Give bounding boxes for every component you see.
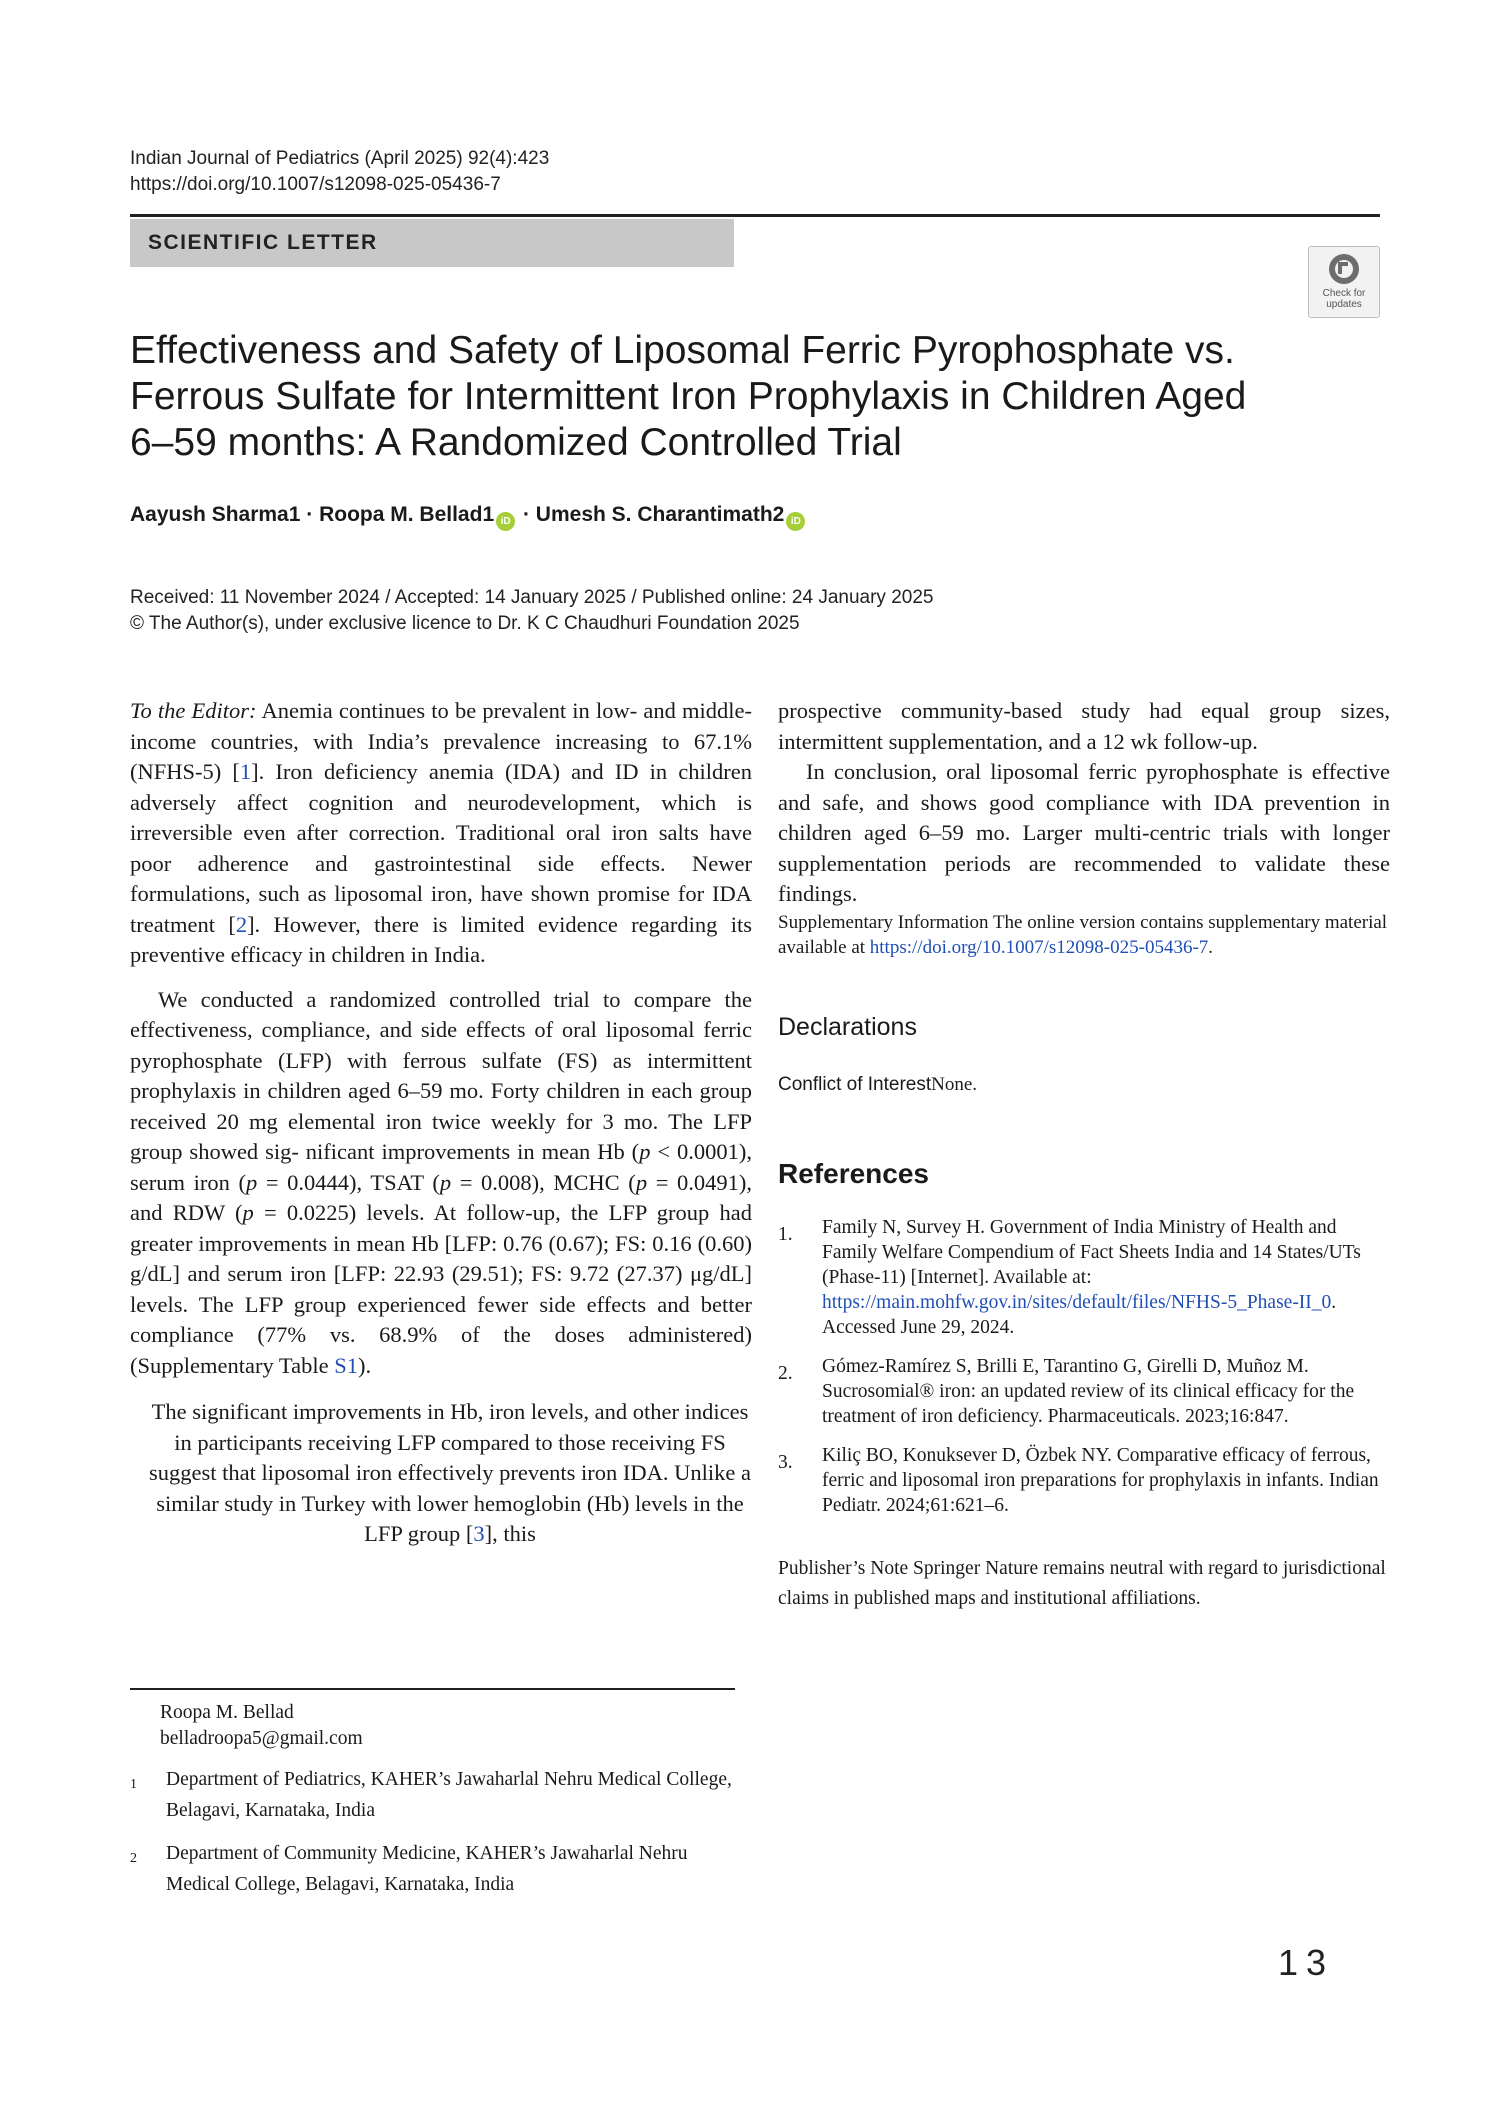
journal-header bbox=[130, 146, 549, 198]
declarations-heading: Declarations bbox=[778, 1012, 917, 1041]
check-for-updates-badge[interactable] bbox=[1308, 246, 1380, 318]
article-type-bar bbox=[130, 219, 734, 267]
check-updates-icon bbox=[1327, 252, 1361, 286]
body-paragraph: The significant improvements in Hb, iron levels, and other indices in participants receiving LFP compared to those receiving FS suggest that liposomal iron effectively prevents iron IDA. Unlike a similar study in Turkey with lower hemoglobin (Hb) levels in the LFP group [3], this bbox=[149, 1399, 751, 1546]
reference-item: 1. Family N, Survey H. Government of India Ministry of Health and Family Welfare Compendium of Fact Sheets India and 14 States/UTs (Phase-11) [Internet]. Available at: https://main.mohfw.gov.in/sites/default/files/NFHS-5_Phase-II_0. Accessed June 29, 2024. bbox=[778, 1217, 1361, 1338]
author-list bbox=[130, 503, 807, 531]
affiliation-number: 1 bbox=[130, 1777, 137, 1792]
doi-line[interactable]: https://doi.org/10.1007/s12098-025-05436-7 bbox=[130, 174, 501, 195]
author-name[interactable]: Umesh S. Charantimath2 bbox=[535, 503, 785, 526]
affiliation-text: Department of Pediatrics, KAHER’s Jawaharlal Nehru Medical College, Belagavi, Karnataka, India bbox=[166, 1769, 732, 1821]
badge-line-2: updates bbox=[1326, 299, 1362, 310]
reference-list bbox=[778, 1215, 1390, 1518]
affiliation-text: Department of Community Medicine, KAHER’s Jawaharlal Nehru Medical College, Belagavi, Karnataka, India bbox=[166, 1843, 688, 1895]
publisher-note: Publisher’s Note Springer Nature remains neutral with regard to jurisdictional claims in published maps and institutional affiliations. bbox=[778, 1558, 1386, 1609]
page-number: 13 bbox=[1278, 1942, 1335, 1983]
reference-item: 3. Kiliç BO, Konuksever D, Özbek NY. Comparative efficacy of ferrous, ferric and liposomal iron preparations for prophylaxis in infants. Indian Pediatr. 2024;61:621–6. bbox=[778, 1445, 1379, 1516]
body-paragraph: prospective community-based study had equal group sizes, intermittent supplementation, and a 12 wk follow-up. bbox=[778, 698, 1390, 754]
citation-link[interactable]: 1 bbox=[239, 759, 252, 784]
paragraph-lead: To the Editor: bbox=[130, 698, 257, 723]
journal-citation: Indian Journal of Pediatrics (April 2025) 92(4):423 bbox=[130, 148, 550, 169]
article-title: Effectiveness and Safety of Liposomal Ferric Pyrophosphate vs. Ferrous Sulfate for Intermittent Iron Prophylaxis in Children Aged 6–59 months: A Randomized Controlled Trial bbox=[130, 329, 1247, 464]
conflict-of-interest bbox=[778, 1070, 1390, 1101]
reference-number: 1. bbox=[778, 1224, 793, 1245]
corresponding-author bbox=[130, 1700, 750, 1752]
copyright-line: © The Author(s), under exclusive licence to Dr. K C Chaudhuri Foundation 2025 bbox=[130, 613, 800, 634]
orcid-icon[interactable]: iD bbox=[786, 512, 805, 531]
footnotes bbox=[130, 1700, 750, 1900]
affiliation bbox=[130, 1764, 750, 1826]
body-right-column bbox=[778, 696, 1390, 1614]
author-name[interactable]: Aayush Sharma1 bbox=[130, 503, 301, 526]
orcid-icon[interactable]: iD bbox=[496, 512, 515, 531]
author-name[interactable]: Roopa M. Bellad1 bbox=[319, 503, 495, 526]
reference-number: 2. bbox=[778, 1363, 793, 1384]
reference-item: 2. Gómez-Ramírez S, Brilli E, Tarantino G, Girelli D, Muñoz M. Sucrosomial® iron: an updated review of its clinical efficacy for the treatment of iron deficiency. Pharmaceuticals. 2023;16:847. bbox=[778, 1356, 1355, 1427]
conflict-label: Conflict of Interest bbox=[778, 1074, 932, 1095]
body-paragraph: In conclusion, oral liposomal ferric pyrophosphate is effective and safe, and shows good compliance with IDA prevention in children aged 6–59 mo. Larger multi-centric trials with longer supplementation periods are recommended to validate these findings. bbox=[778, 759, 1390, 906]
citation-link[interactable]: 3 bbox=[473, 1521, 485, 1546]
citation-link[interactable]: 2 bbox=[235, 911, 248, 937]
supplementary-table-link[interactable]: S1 bbox=[334, 1352, 358, 1378]
body-paragraph: We conducted a randomized controlled trial to compare the effectiveness, compliance, and side effects of oral liposomal ferric pyrophosphate (LFP) with ferrous sulfate (FS) as intermittent prophylaxis in children aged 6–59 mo. Forty children in each group received 20 mg elemental iron twice weekly for 3 mo. The LFP group showed sig- nificant improvements in mean Hb (p < 0.0001), serum iron (p = 0.0444), TSAT (p = 0.008), MCHC (p = 0.0491), and RDW (p = 0.0225) levels. At follow-up, the LFP group had greater improvements in mean Hb [LFP: 0.76 (0.67); FS: 0.16 (0.60) g/dL] and serum iron [LFP: 22.93 (29.51); FS: 9.72 (27.37) μg/dL] levels. The LFP group experienced fewer side effects and better compliance (77% vs. 68.9% of the doses administered) (Supplementary Table S1). bbox=[130, 986, 753, 1378]
author-separator: · bbox=[300, 503, 320, 526]
reference-number: 3. bbox=[778, 1452, 793, 1473]
header-rule bbox=[130, 214, 1380, 217]
badge-line-1: Check for bbox=[1322, 288, 1366, 299]
article-type-label: SCIENTIFIC LETTER bbox=[148, 231, 378, 254]
supplementary-link[interactable]: https://doi.org/10.1007/s12098-025-05436-7 bbox=[869, 936, 1209, 958]
contact-email[interactable]: belladroopa5@gmail.com bbox=[160, 1728, 363, 1749]
references-heading: References bbox=[778, 1157, 929, 1189]
body-paragraph: To the Editor: Anemia continues to be prevalent in low- and middle-income countries, with India’s prevalence increasing to 67.1% (NFHS-5) [1]. Iron deficiency anemia (IDA) and ID in children adversely affect cognition and neurodevelopment, which is irreversible even after correction. Traditional oral iron salts have poor adherence and gastrointestinal side effects. Newer formulations, such as liposomal iron, have shown promise for IDA treatment [2]. However, there is limited evidence regarding its preventive efficacy in children in India. bbox=[130, 698, 753, 967]
conflict-value: None. bbox=[931, 1074, 978, 1095]
supplementary-information: Supplementary Information The online version contains supplementary material available at https://doi.org/10.1007/s12098-025-05436-7. bbox=[778, 911, 1388, 958]
affiliation bbox=[130, 1838, 750, 1900]
contact-name: Roopa M. Bellad bbox=[160, 1702, 294, 1723]
reference-link[interactable]: https://main.mohfw.gov.in/sites/default/files/NFHS-5_Phase-II_0 bbox=[822, 1292, 1332, 1313]
history-dates: Received: 11 November 2024 / Accepted: 14 January 2025 / Published online: 24 January 2025 bbox=[130, 587, 934, 608]
author-separator: · bbox=[517, 503, 536, 526]
footnote-rule bbox=[130, 1688, 735, 1690]
body-left-column bbox=[130, 696, 752, 1550]
affiliation-number: 2 bbox=[130, 1851, 137, 1866]
article-dates bbox=[130, 585, 933, 637]
